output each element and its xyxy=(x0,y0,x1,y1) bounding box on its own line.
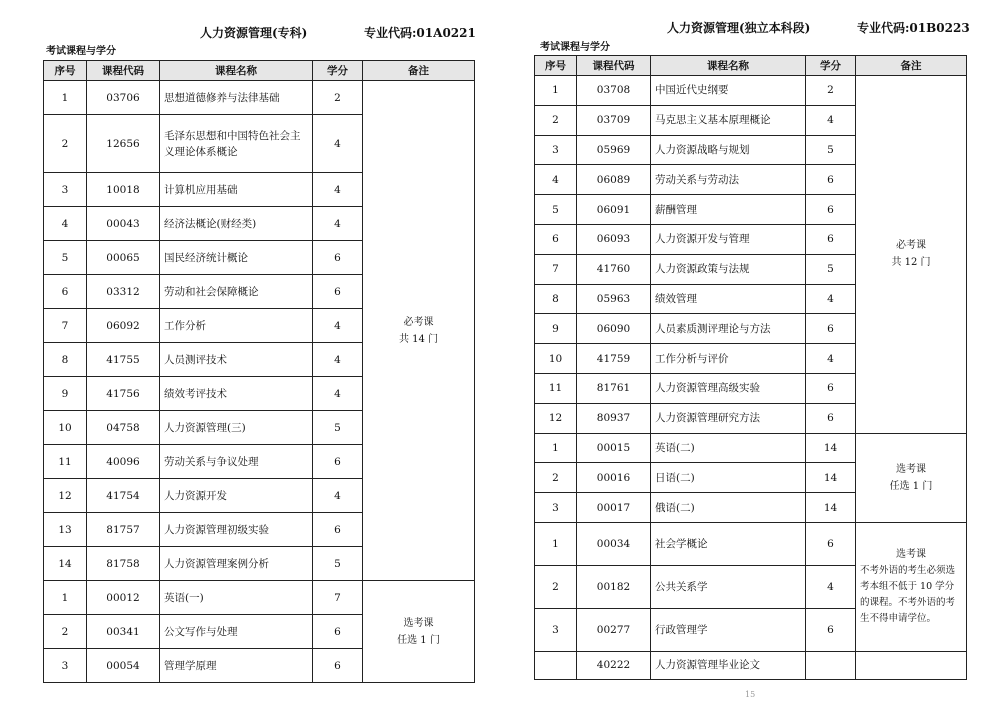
note-cell xyxy=(363,581,475,683)
course-credit: 6 xyxy=(806,165,856,195)
header-credit: 学分 xyxy=(806,56,856,76)
required-note-title: 必考课 xyxy=(403,316,434,328)
language-note-title: 选考课 xyxy=(896,463,926,475)
course-number: 9 xyxy=(44,377,87,411)
course-credit: 6 xyxy=(313,615,363,649)
language-note-rule: 任选 1 门 xyxy=(889,480,933,492)
course-number: 2 xyxy=(44,615,87,649)
course-number: 3 xyxy=(535,608,577,651)
course-name: 中国近代史纲要 xyxy=(651,76,806,106)
course-name: 劳动关系与争议处理 xyxy=(160,445,313,479)
alternative-note-title: 选考课 xyxy=(896,549,926,561)
course-number: 1 xyxy=(535,522,577,565)
course-name: 英语(二) xyxy=(651,433,806,463)
elective-note-rule: 任选 1 门 xyxy=(397,634,440,646)
course-name: 人力资源管理初级实验 xyxy=(160,513,313,547)
alternative-note-rule: 不考外语的考生必须选考本组不低于 10 学分的课程。不考外语的考生不得申请学位。 xyxy=(860,565,956,625)
table-row xyxy=(44,581,475,615)
left-major-title: 人力资源管理(专科) xyxy=(200,26,308,40)
course-name: 人员测评技术 xyxy=(160,343,313,377)
course-name: 人力资源战略与规划 xyxy=(651,135,806,165)
course-number: 7 xyxy=(44,309,87,343)
course-name: 人员素质测评理论与方法 xyxy=(651,314,806,344)
course-number: 6 xyxy=(44,275,87,309)
course-number: 2 xyxy=(535,105,577,135)
course-code: 06092 xyxy=(87,309,160,343)
course-credit: 14 xyxy=(806,493,856,523)
course-code: 00017 xyxy=(577,493,651,523)
course-code: 41756 xyxy=(87,377,160,411)
table-row xyxy=(535,651,967,679)
course-number: 5 xyxy=(535,195,577,225)
course-credit: 6 xyxy=(313,445,363,479)
course-number: 12 xyxy=(535,403,577,433)
course-code: 41760 xyxy=(577,254,651,284)
required-note-title: 必考课 xyxy=(896,240,926,252)
course-credit: 6 xyxy=(806,195,856,225)
course-credit: 4 xyxy=(313,343,363,377)
course-code: 00065 xyxy=(87,241,160,275)
course-name: 思想道德修养与法律基础 xyxy=(160,81,313,115)
course-code: 03706 xyxy=(87,81,160,115)
table-row xyxy=(535,433,967,463)
course-name: 工作分析 xyxy=(160,309,313,343)
course-code: 81757 xyxy=(87,513,160,547)
course-credit: 4 xyxy=(313,479,363,513)
course-name: 国民经济统计概论 xyxy=(160,241,313,275)
course-code: 00277 xyxy=(577,608,651,651)
header-note: 备注 xyxy=(363,61,475,81)
left-section-label: 考试课程与学分 xyxy=(46,46,116,57)
course-name: 劳动和社会保障概论 xyxy=(160,275,313,309)
course-code: 06089 xyxy=(577,165,651,195)
course-number: 8 xyxy=(535,284,577,314)
right-course-table xyxy=(534,55,967,680)
course-name: 社会学概论 xyxy=(651,522,806,565)
course-code: 05963 xyxy=(577,284,651,314)
header-name: 课程名称 xyxy=(160,61,313,81)
course-name: 经济法概论(财经类) xyxy=(160,207,313,241)
course-number: 1 xyxy=(44,581,87,615)
course-number: 11 xyxy=(44,445,87,479)
header-no: 序号 xyxy=(44,61,87,81)
course-code: 10018 xyxy=(87,173,160,207)
course-number: 3 xyxy=(535,493,577,523)
required-note-count: 共 12 门 xyxy=(891,257,931,269)
right-major-code: 专业代码:01B0223 xyxy=(857,21,970,35)
header-code: 课程代码 xyxy=(87,61,160,81)
course-credit: 5 xyxy=(806,135,856,165)
course-name: 行政管理学 xyxy=(651,608,806,651)
course-number: 3 xyxy=(44,649,87,683)
course-credit: 14 xyxy=(806,433,856,463)
course-credit: 5 xyxy=(313,411,363,445)
header-note: 备注 xyxy=(856,56,967,76)
header-name: 课程名称 xyxy=(651,56,806,76)
course-number: 2 xyxy=(535,565,577,608)
course-code: 04758 xyxy=(87,411,160,445)
course-code: 00015 xyxy=(577,433,651,463)
course-code: 00341 xyxy=(87,615,160,649)
course-name: 计算机应用基础 xyxy=(160,173,313,207)
course-code: 00182 xyxy=(577,565,651,608)
course-name: 公共关系学 xyxy=(651,565,806,608)
course-credit: 2 xyxy=(806,76,856,106)
course-credit: 6 xyxy=(313,513,363,547)
left-table-header xyxy=(44,61,475,81)
left-course-table xyxy=(43,60,475,683)
table-row xyxy=(535,76,967,106)
course-credit: 14 xyxy=(806,463,856,493)
course-credit: 5 xyxy=(313,547,363,581)
course-code: 00043 xyxy=(87,207,160,241)
course-name: 公文写作与处理 xyxy=(160,615,313,649)
course-number: 14 xyxy=(44,547,87,581)
course-credit: 4 xyxy=(806,284,856,314)
course-number: 3 xyxy=(535,135,577,165)
course-name: 日语(二) xyxy=(651,463,806,493)
course-number: 10 xyxy=(44,411,87,445)
course-credit: 4 xyxy=(313,377,363,411)
course-number: 1 xyxy=(535,76,577,106)
course-credit: 2 xyxy=(313,81,363,115)
course-credit: 6 xyxy=(313,649,363,683)
course-credit: 6 xyxy=(806,224,856,254)
course-credit: 6 xyxy=(806,314,856,344)
course-credit: 6 xyxy=(806,373,856,403)
course-number: 5 xyxy=(44,241,87,275)
course-number: 1 xyxy=(44,81,87,115)
course-name: 绩效考评技术 xyxy=(160,377,313,411)
course-name: 工作分析与评价 xyxy=(651,344,806,374)
right-section-label: 考试课程与学分 xyxy=(540,42,610,53)
course-credit: 6 xyxy=(313,275,363,309)
course-name: 人力资源管理高级实验 xyxy=(651,373,806,403)
right-major-title: 人力资源管理(独立本科段) xyxy=(667,21,811,35)
note-cell xyxy=(856,522,967,651)
table-row xyxy=(535,522,967,565)
header-credit: 学分 xyxy=(313,61,363,81)
course-name: 人力资源开发与管理 xyxy=(651,224,806,254)
course-credit: 6 xyxy=(806,522,856,565)
course-number: 10 xyxy=(535,344,577,374)
course-code: 03708 xyxy=(577,76,651,106)
table-row xyxy=(44,81,475,115)
course-code: 06090 xyxy=(577,314,651,344)
course-credit: 5 xyxy=(806,254,856,284)
course-credit: 4 xyxy=(313,173,363,207)
course-number: 12 xyxy=(44,479,87,513)
course-number: 7 xyxy=(535,254,577,284)
right-table-header xyxy=(535,56,967,76)
note-cell xyxy=(856,76,967,434)
course-code: 40222 xyxy=(577,651,651,679)
course-name: 薪酬管理 xyxy=(651,195,806,225)
course-code: 03312 xyxy=(87,275,160,309)
course-name: 人力资源管理(三) xyxy=(160,411,313,445)
note-cell xyxy=(856,433,967,522)
course-number: 8 xyxy=(44,343,87,377)
course-name: 马克思主义基本原理概论 xyxy=(651,105,806,135)
header-code: 课程代码 xyxy=(577,56,651,76)
course-name: 管理学原理 xyxy=(160,649,313,683)
course-name: 英语(一) xyxy=(160,581,313,615)
course-credit: 6 xyxy=(313,241,363,275)
course-number: 6 xyxy=(535,224,577,254)
course-number: 4 xyxy=(44,207,87,241)
course-credit: 4 xyxy=(313,115,363,173)
course-code: 41759 xyxy=(577,344,651,374)
course-credit: 7 xyxy=(313,581,363,615)
course-code: 05969 xyxy=(577,135,651,165)
note-cell xyxy=(363,81,475,581)
course-number: 13 xyxy=(44,513,87,547)
course-code: 80937 xyxy=(577,403,651,433)
course-code: 00012 xyxy=(87,581,160,615)
note-cell xyxy=(856,651,967,679)
course-credit: 4 xyxy=(806,344,856,374)
course-code: 12656 xyxy=(87,115,160,173)
course-name: 毛泽东思想和中国特色社会主义理论体系概论 xyxy=(160,115,313,173)
course-code: 81758 xyxy=(87,547,160,581)
course-credit: 4 xyxy=(806,105,856,135)
course-number: 9 xyxy=(535,314,577,344)
course-name: 人力资源管理毕业论文 xyxy=(651,651,806,679)
header-no: 序号 xyxy=(535,56,577,76)
course-name: 人力资源政策与法规 xyxy=(651,254,806,284)
course-code: 00034 xyxy=(577,522,651,565)
course-credit: 4 xyxy=(806,565,856,608)
course-code: 81761 xyxy=(577,373,651,403)
course-credit xyxy=(806,651,856,679)
course-code: 40096 xyxy=(87,445,160,479)
course-code: 00054 xyxy=(87,649,160,683)
course-name: 人力资源管理案例分析 xyxy=(160,547,313,581)
course-number: 11 xyxy=(535,373,577,403)
course-number: 4 xyxy=(535,165,577,195)
left-major-code: 专业代码:01A0221 xyxy=(364,26,476,40)
elective-note-title: 选考课 xyxy=(403,617,434,629)
page-number: 15 xyxy=(745,690,756,699)
course-credit: 6 xyxy=(806,403,856,433)
course-code: 41754 xyxy=(87,479,160,513)
course-code: 06093 xyxy=(577,224,651,254)
course-number: 3 xyxy=(44,173,87,207)
course-name: 俄语(二) xyxy=(651,493,806,523)
course-code: 00016 xyxy=(577,463,651,493)
course-number: 2 xyxy=(535,463,577,493)
course-number xyxy=(535,651,577,679)
course-name: 人力资源开发 xyxy=(160,479,313,513)
course-code: 41755 xyxy=(87,343,160,377)
course-credit: 4 xyxy=(313,207,363,241)
course-name: 劳动关系与劳动法 xyxy=(651,165,806,195)
course-credit: 6 xyxy=(806,608,856,651)
course-name: 绩效管理 xyxy=(651,284,806,314)
course-code: 06091 xyxy=(577,195,651,225)
course-name: 人力资源管理研究方法 xyxy=(651,403,806,433)
course-number: 1 xyxy=(535,433,577,463)
course-code: 03709 xyxy=(577,105,651,135)
course-credit: 4 xyxy=(313,309,363,343)
required-note-count: 共 14 门 xyxy=(398,333,439,345)
course-number: 2 xyxy=(44,115,87,173)
